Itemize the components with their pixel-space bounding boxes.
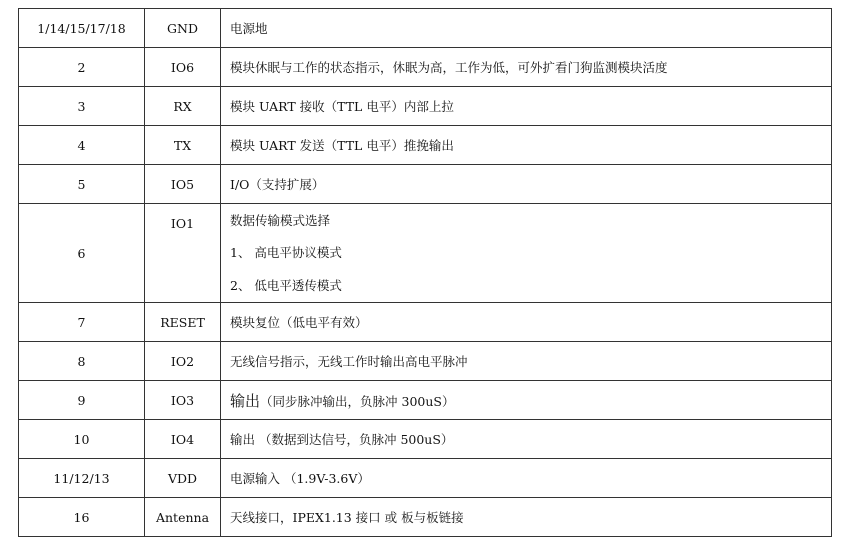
table-row [19, 126, 832, 165]
pin-number-cell: 6 [19, 204, 145, 303]
pin-number-cell: 9 [19, 381, 145, 420]
pin-name-cell: IO6 [145, 48, 221, 87]
table-row [19, 342, 832, 381]
pin-description-cell: 模块休眠与工作的状态指示，休眠为高，工作为低，可外扩看门狗监测模块活度 [221, 48, 832, 87]
description-line: 1、 高电平协议模式 [230, 244, 342, 260]
table-row [19, 459, 832, 498]
pin-number-cell: 8 [19, 342, 145, 381]
pin-name-cell: Antenna [145, 498, 221, 537]
pin-name-cell: RX [145, 87, 221, 126]
pin-name-cell: TX [145, 126, 221, 165]
table-row [19, 381, 832, 420]
pin-number-cell: 4 [19, 126, 145, 165]
pin-number-cell: 5 [19, 165, 145, 204]
pin-description-cell: 电源输入 （1.9V-3.6V） [221, 459, 832, 498]
pin-description-cell [221, 204, 832, 303]
pin-description-cell: 无线信号指示，无线工作时输出高电平脉冲 [221, 342, 832, 381]
table-row [19, 420, 832, 459]
pin-description-cell: 输出 （数据到达信号，负脉冲 500uS） [221, 420, 832, 459]
description-line: 数据传输模式选择 [230, 212, 331, 228]
pin-name-cell: IO2 [145, 342, 221, 381]
pin-number-cell: 10 [19, 420, 145, 459]
pin-description-cell: 天线接口，IPEX1.13 接口 或 板与板链接 [221, 498, 832, 537]
pin-description-cell: 模块 UART 接收（TTL 电平）内部上拉 [221, 87, 832, 126]
pin-number-cell: 2 [19, 48, 145, 87]
pin-number-cell: 16 [19, 498, 145, 537]
pin-description-cell [221, 381, 832, 420]
pin-name-cell: IO3 [145, 381, 221, 420]
pin-description-cell: I/O（支持扩展） [221, 165, 832, 204]
table-row [19, 204, 832, 303]
pin-number-cell: 11/12/13 [19, 459, 145, 498]
pin-name-cell: GND [145, 9, 221, 48]
pin-number-cell: 7 [19, 303, 145, 342]
pin-name-cell: IO4 [145, 420, 221, 459]
table-row [19, 9, 832, 48]
pin-name-cell: RESET [145, 303, 221, 342]
pin-description-cell: 模块 UART 发送（TTL 电平）推挽输出 [221, 126, 832, 165]
pin-number-cell: 1/14/15/17/18 [19, 9, 145, 48]
description-line: 2、 低电平透传模式 [230, 277, 342, 293]
pin-definition-table [18, 8, 832, 537]
pin-name-cell: IO1 [145, 204, 221, 303]
pin-description-cell: 电源地 [221, 9, 832, 48]
table-row [19, 87, 832, 126]
pin-number-cell: 3 [19, 87, 145, 126]
table-row [19, 498, 832, 537]
pin-description-cell: 模块复位（低电平有效） [221, 303, 832, 342]
pin-name-cell: IO5 [145, 165, 221, 204]
pin-name-cell: VDD [145, 459, 221, 498]
table-row [19, 303, 832, 342]
description-text: （同步脉冲输出，负脉冲 300uS） [260, 393, 455, 409]
table-row [19, 48, 832, 87]
table-row [19, 165, 832, 204]
description-emphasis: 输出 [230, 391, 261, 410]
